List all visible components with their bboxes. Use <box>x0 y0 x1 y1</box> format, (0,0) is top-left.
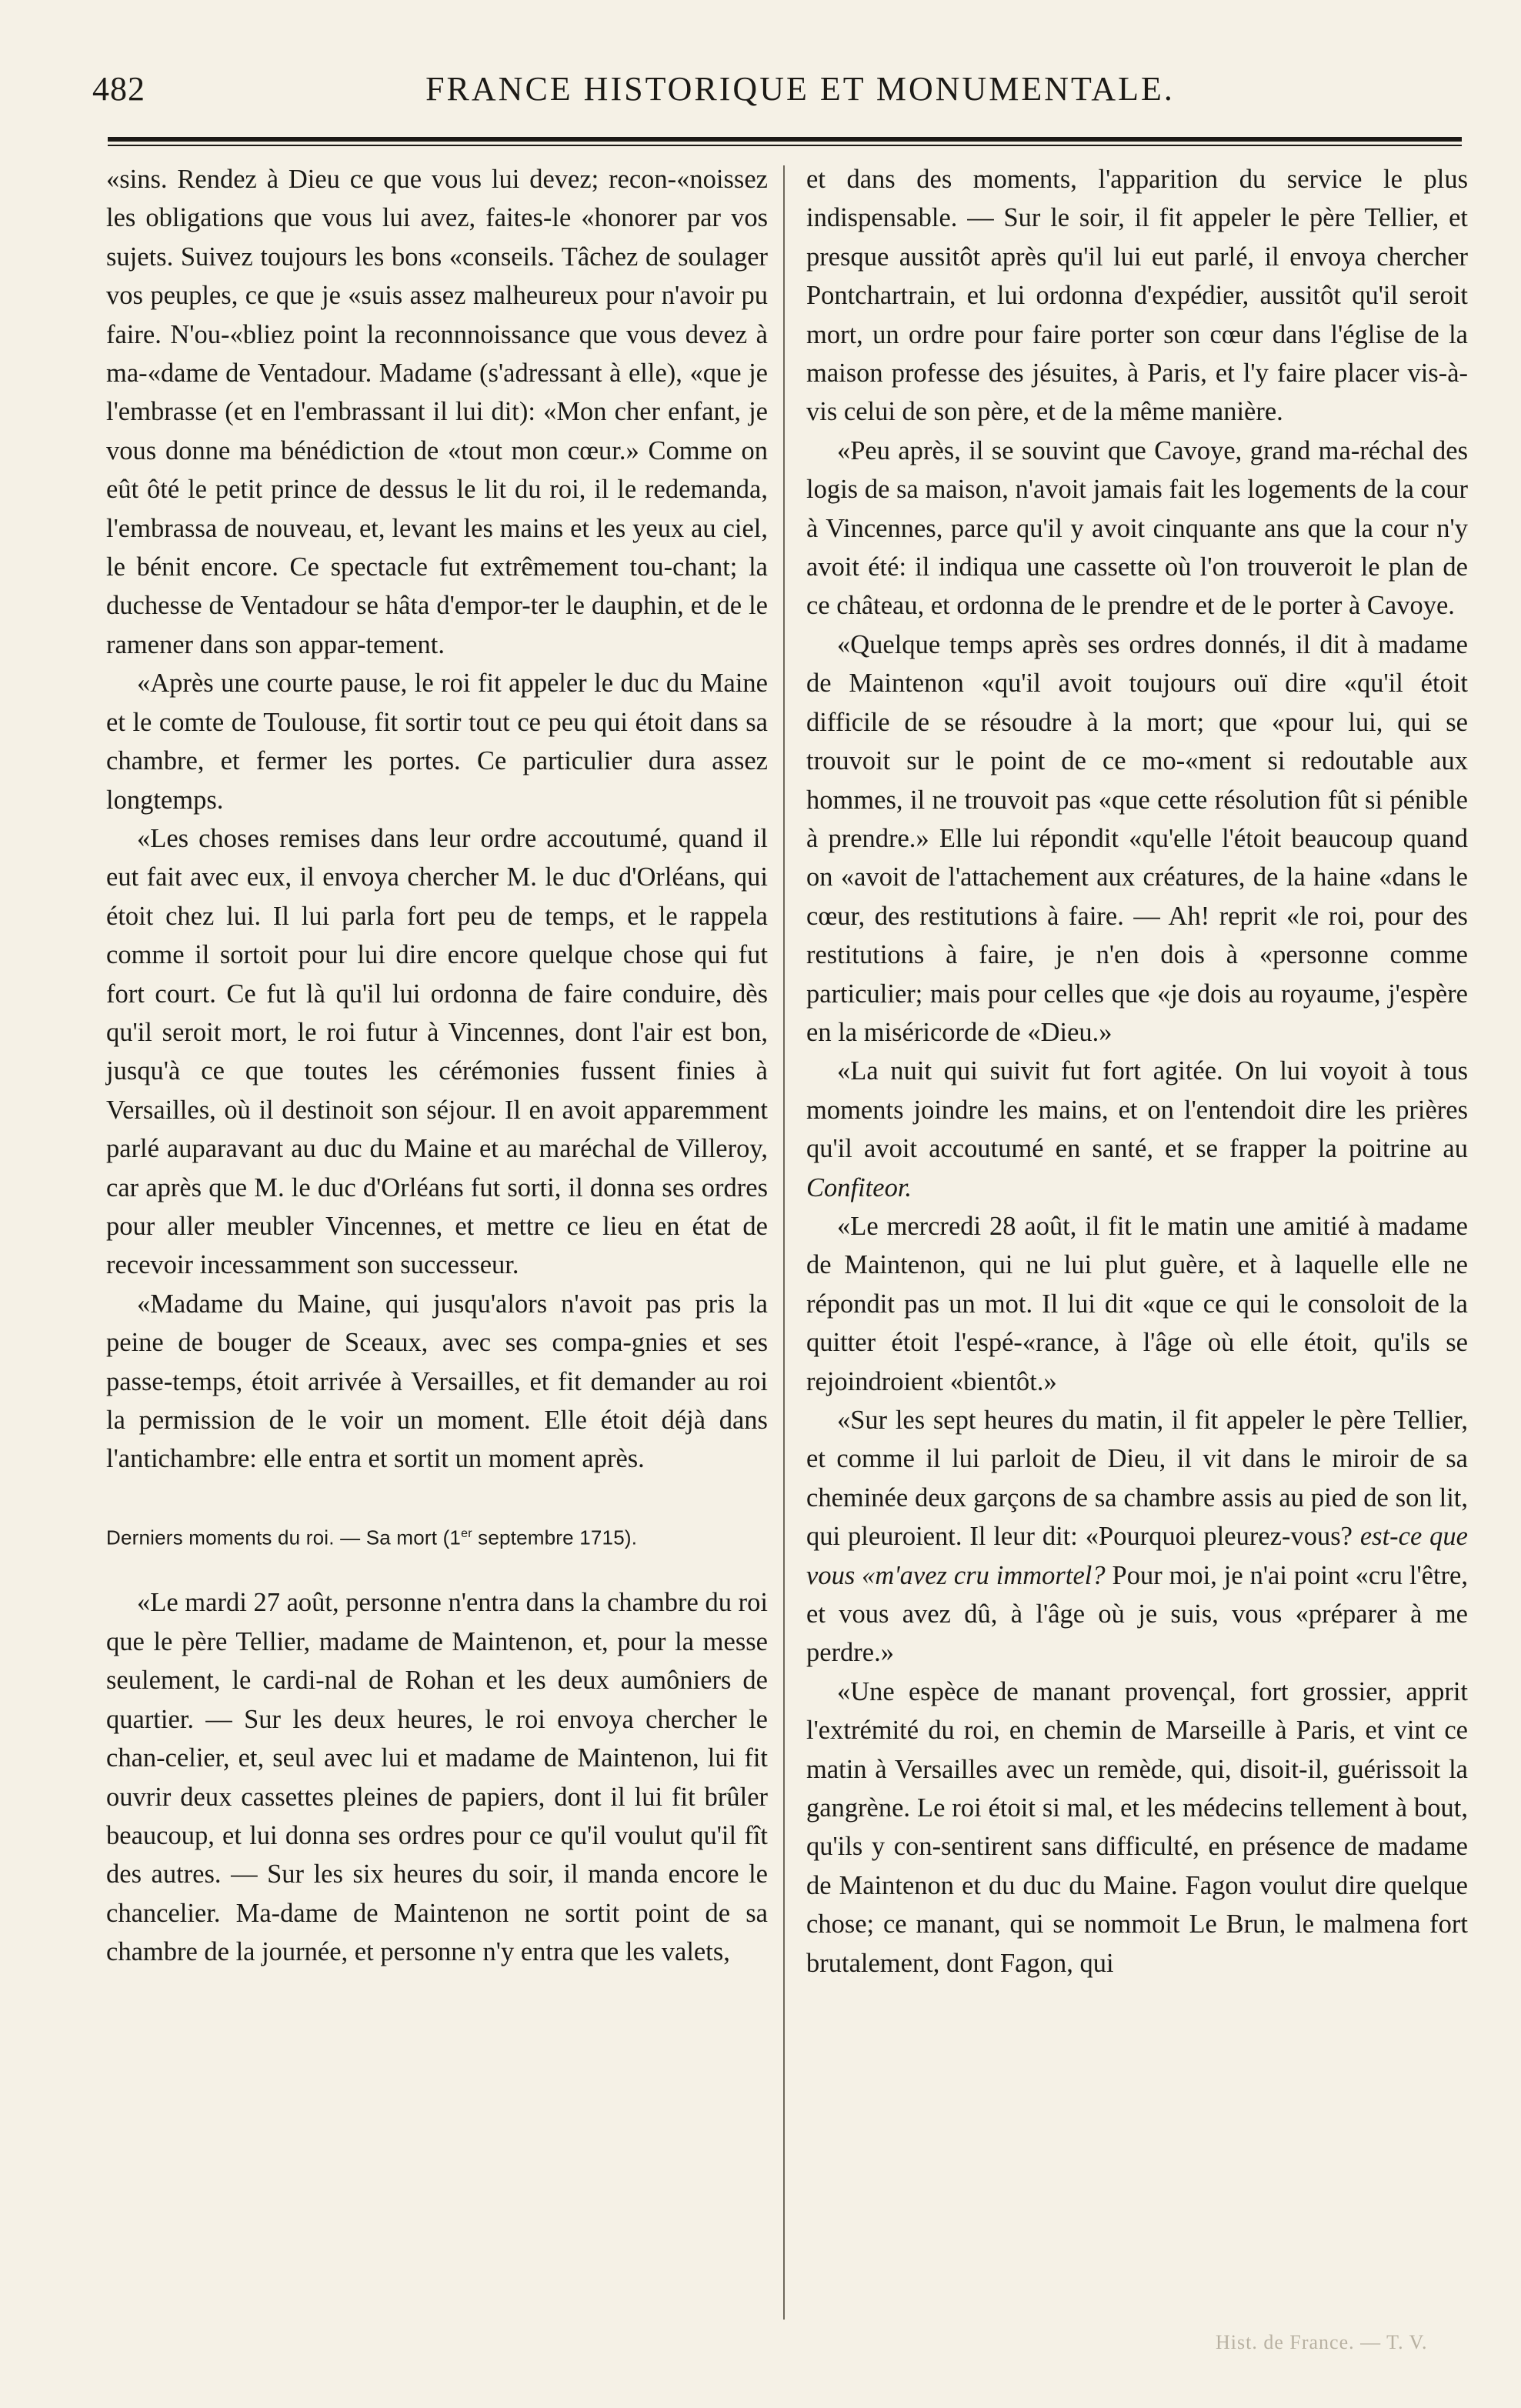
right-column <box>806 160 1468 1983</box>
paragraph: «Le mercredi 28 août, il fit le matin une amitié à madame de Maintenon, qui ne lui plut guère, et à laquelle elle ne répondit pas un mot. Il lui dit «que ce qui le consoloit de la quitter étoit l'espé-«rance, à l'âge où elle étoit, qu'ils se rejoindroient «bientôt.» <box>806 1211 1468 1396</box>
paragraph <box>806 1052 1468 1207</box>
paragraph-text: «Sur les sept heures du matin, il fit appeler le père Tellier, et comme il lui parloit de Dieu, il vit dans le miroir de sa cheminée deux garçons de sa chambre assis au pied de son lit, qui pleuroient. Il leur dit: «Pourquoi pleurez-vous? <box>806 1406 1468 1552</box>
paragraph: et dans des moments, l'apparition du service le plus indispensable. — Sur le soir, il fit appeler le père Tellier, et presque aussitôt après qu'il lui eut parlé, il envoya chercher Pontchartrain, et lui ordonna d'expédier, aussitôt qu'il seroit mort, un ordre pour faire porter son cœur dans l'église de la maison professe des jésuites, à Paris, et l'y faire placer vis-à-vis celui de son père, et de la même manière. <box>806 165 1468 427</box>
paragraph: «Quelque temps après ses ordres donnés, il dit à madame de Maintenon «qu'il avoit toujours ouï dire «qu'il étoit difficile de se résoudre à la mort; que «pour lui, qui se trouvoit sur le point de ce mo-«ment si redoutable aux hommes, il ne trouvoit pas «que cette résolution fût si pénible à prendre.» Elle lui répondit «qu'elle l'étoit beaucoup quand on «avoit de l'attachement aux créatures, de la haine «dans le cœur, des restitutions à faire. — Ah! reprit «le roi, pour des restitutions à faire, je n'en dois à «personne comme particulier; mais pour celles que «je dois au royaume, j'espère en la miséricorde de «Dieu.» <box>806 629 1468 1047</box>
paragraph-text-end: Pour moi, je n'ai point «cru l'être, et vous avez dû, à l'âge où je suis, vous «préparer à me perdre.» <box>806 1560 1468 1668</box>
italic-word: Confiteor. <box>806 1172 912 1202</box>
paragraph-text: «La nuit qui suivit fut fort agitée. On lui voyoit à tous moments joindre les mains, et on l'entendoit dire les prières qu'il avoit accoutumé en santé, et se frapper la poitrine au <box>806 1056 1468 1164</box>
paragraph: «Une espèce de manant provençal, fort grossier, apprit l'extrémité du roi, en chemin de Marseille à Paris, et vint ce matin à Versailles avec un remède, qui, disoit-il, guérissoit la gangrène. Le roi étoit si mal, et les médecins tellement à bout, qu'ils y con-sentirent sans difficulté, en présence de madame de Maintenon et du duc du Maine. Fagon voulut dire quelque chose; ce manant, qui se nommoit Le Brun, le malmena fort brutalement, dont Fagon, qui <box>806 1676 1468 1978</box>
paragraph: «Après une courte pause, le roi fit appeler le duc du Maine et le comte de Toulouse, fit sortir tout ce peu qui étoit dans sa chambre, et fermer les portes. Ce particulier dura assez longtemps. <box>106 669 768 815</box>
italic-quote: est-ce que vous «m'avez cru immortel? <box>806 1522 1468 1590</box>
paragraph: «Madame du Maine, qui jusqu'alors n'avoit pas pris la peine de bouger de Sceaux, avec ses compa-gnies et ses passe-temps, étoit arrivée à Versailles, et fit demander au roi la permission de le voir un moment. Elle étoit déjà dans l'antichambre: elle entra et sortit un moment après. <box>106 1289 768 1474</box>
page-number: 482 <box>92 70 145 108</box>
header-rule <box>108 137 1462 142</box>
header-rule-thin <box>108 145 1462 146</box>
column-divider <box>783 165 785 2320</box>
signature-mark: Hist. de France. — T. V. <box>1216 2331 1428 2353</box>
caption-text: Derniers moments du roi. — Sa mort (1 <box>106 1526 462 1549</box>
caption-superscript: er <box>461 1526 472 1540</box>
paragraph: «Peu après, il se souvint que Cavoye, grand ma-réchal des logis de sa maison, n'avoit jamais fait les logements de la cour à Vincennes, parce qu'il y avoit cinquante ans que la cour n'y avoit été: il indiqua une cassette où l'on trouveroit le plan de ce château, et ordonna de le prendre et de le porter à Cavoye. <box>806 435 1468 621</box>
paragraph: «Le mardi 27 août, personne n'entra dans la chambre du roi que le père Tellier, madame de Maintenon, et, pour la messe seulement, le cardi-nal de Rohan et les deux aumôniers de quartier. — Sur les deux heures, le roi envoya chercher le chan-celier, et, seul avec lui et madame de Maintenon, lui fit ouvrir deux cassettes pleines de papiers, dont il lui fit brûler beaucoup, et lui donna ses ordres pour ce qu'il voulut qu'il fît des autres. — Sur les six heures du soir, il manda encore le chancelier. Ma-dame de Maintenon ne sortit point de sa chambre de la journée, et personne n'y entra que les valets, <box>106 1588 768 1967</box>
paragraph: «Les choses remises dans leur ordre accoutumé, quand il eut fait avec eux, il envoya chercher M. le duc d'Orléans, qui étoit chez lui. Il lui parla fort peu de temps, et le rappela comme il sortoit pour lui dire encore quelque chose qui fut fort court. Ce fut là qu'il lui ordonna de faire conduire, dès qu'il seroit mort, le roi futur à Vincennes, dont l'air est bon, jusqu'à ce que toutes les cérémonies fussent finies à Versailles, où il destinoit son séjour. Il en avoit apparemment parlé auparavant au duc du Maine et au maréchal de Villeroy, car après que M. le duc d'Orléans fut sorti, il donna ses ordres pour aller meubler Vincennes, et mettre ce lieu en état de recevoir incessamment son successeur. <box>106 823 768 1280</box>
left-column <box>106 160 768 1972</box>
section-caption <box>106 1519 768 1553</box>
caption-text-end: septembre 1715). <box>472 1526 638 1549</box>
paragraph <box>806 1401 1468 1673</box>
page-header <box>92 69 1462 115</box>
running-title: FRANCE HISTORIQUE ET MONUMENTALE. <box>425 70 1175 108</box>
paragraph: «sins. Rendez à Dieu ce que vous lui devez; recon-«noissez les obligations que vous lui avez, faites-le «honorer par vos sujets. Suivez toujours les bons «conseils. Tâchez de soulager vos peuples, ce que je «suis assez malheureux pour n'avoir pu faire. N'ou-«bliez point la reconnnoissance que vous devez à ma-«dame de Ventadour. Madame (s'adressant à elle), «que je l'embrasse (et en l'embrassant il lui dit): «Mon cher enfant, je vous donne ma bénédiction de «tout mon cœur.» Comme on eût ôté le petit prince de dessus le lit du roi, il le redemanda, l'embrassa de nouveau, et, levant les mains et les yeux au ciel, le bénit encore. Ce spectacle fut extrêmement tou-chant; la duchesse de Ventadour se hâta d'empor-ter le dauphin, et de le ramener dans son appar-tement. <box>106 165 768 659</box>
